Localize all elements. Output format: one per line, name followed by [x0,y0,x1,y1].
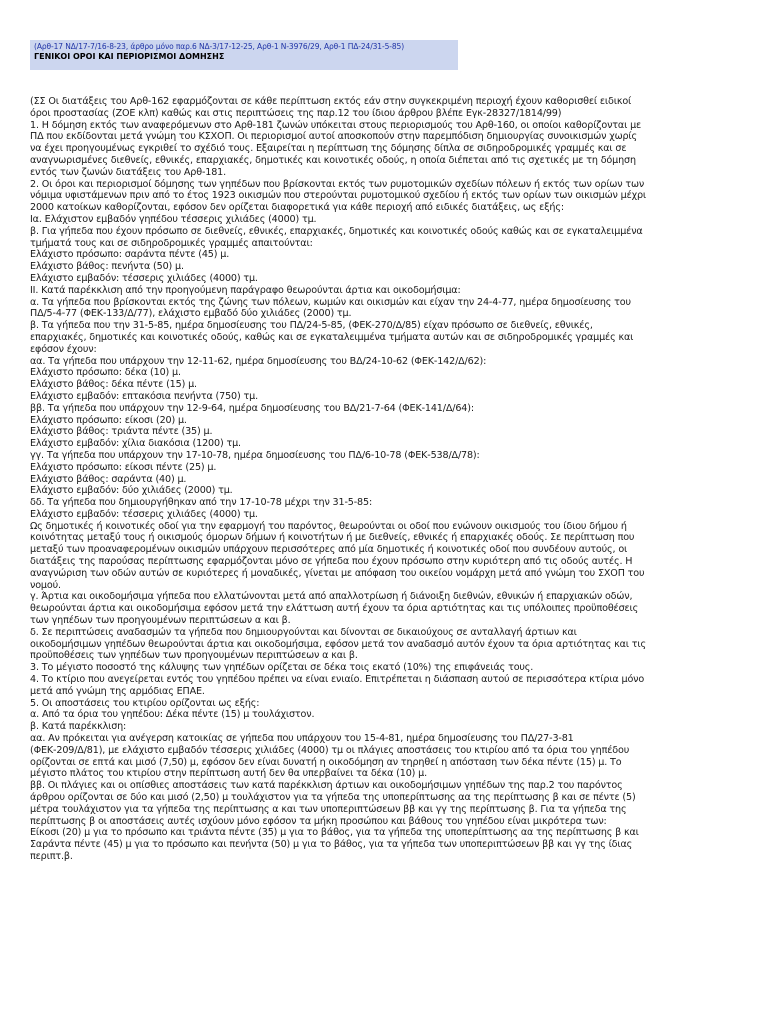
text-line: Ελάχιστο εμβαδόν: χίλια διακόσια (1200) τμ. [30,438,241,450]
text-line: Ια. Ελάχιστον εμβαδόν γηπέδου τέσσερις χιλιάδες (4000) τμ. [30,213,317,225]
text-line: νομού. [30,579,61,591]
text-line: Ελάχιστο εμβαδόν: τέσσερις χιλιάδες (4000) τμ. [30,508,258,520]
text-line: Ελάχιστο βάθος: σαράντα (40) μ. [30,473,187,485]
text-line: αα. Αν πρόκειται για ανέγερση κατοικίας σε γήπεδα που υπάρχουν του 15-4-81, ημέρα δημοσίευσης του ΠΔ/27-3-81 [30,733,574,745]
text-line: διατάξεις της παρούσας περίπτωσης εφαρμόζονται μόνο σε γήπεδα που έχουν πρόσωπο στην κυριότερη από τις οδούς αυτές. Η [30,556,633,568]
text-line: ΙΙ. Κατά παρέκκλιση από την προηγούμενη παράγραφο θεωρούνται άρτια και οικοδομήσιμα: [30,284,461,296]
text-line: μετά από γνώμη της αρμόδιας ΕΠΑΕ. [30,685,205,697]
text-line: Ελάχιστο εμβαδόν: επτακόσια πενήντα (750) τμ. [30,390,258,402]
text-line: (ΦΕΚ-209/Δ/81), με ελάχιστο εμβαδόν τέσσερις χιλιάδες (4000) τμ οι πλάγιες αποστάσεις του κτιρίου από τα όρια του γηπέδου [30,744,630,756]
text-line: ββ. Οι πλάγιες και οι οπίσθιες αποστάσεις των κατά παρέκκλιση άρτιων και οικοδομήσιμων γηπέδων της παρ.2 του παρόντος [30,780,623,792]
text-line: ορίζονται σε επτά και μισό (7,50) μ, εφόσον δεν είναι δυνατή η οικοδόμηση αν τηρηθεί η απόσταση των δέκα πέντε (15) μ. Το [30,756,622,768]
text-line: θεωρούνται άρτια και οικοδομήσιμα εφόσον μετά την ελάττωση αυτή έχουν τα όρια αρτιότητας και τις υπόλοιπες προϋποθέσεις [30,603,639,615]
text-line: γ. Άρτια και οικοδομήσιμα γήπεδα που ελλατώνονται μετά από απαλλοτρίωση ή διάνοιξη διεθνών, εθνικών ή επαρχιακών οδών, [30,591,633,603]
text-line: 5. Οι αποστάσεις του κτιρίου ορίζονται ως εξής: [30,697,260,709]
text-line: εφόσον έχουν: [30,343,97,355]
text-line: Σαράντα πέντε (45) μ για το πρόσωπο και πενήντα (50) μ για το βάθος, για τα γήπεδα των υποπεριπτώσεων ββ και γγ της ίδιας [30,839,633,851]
text-line: μεταξύ των προαναφερομένων οικισμών υπάρχουν περισσότερες από μία δημοτικές ή κοινοτικές οδοί που συνδέουν αυτούς, οι [30,544,628,556]
text-line: ββ. Τα γήπεδα που υπάρχουν την 12-9-64, ημέρα δημοσίευσης του ΒΔ/21-7-64 (ΦΕΚ-141/Δ/64): [30,402,474,414]
text-line: 2000 κατοίκων καθορίζονται, εφόσον δεν ορίζεται διαφορετικά για κάθε περιοχή από ειδικές διατάξεις, ως εξής: [30,202,564,214]
document-header [30,40,458,70]
text-line: όροι προστασίας (ΖΟΕ κλπ) καθώς και στις περιπτώσεις της παρ.12 του ίδιου άρθρου βλέπε Εγκ-28327/1814/99) [30,107,562,119]
text-line: Ελάχιστο πρόσωπο: δέκα (10) μ. [30,367,181,379]
text-line: α. Τα γήπεδα που βρίσκονται εκτός της ζώνης των πόλεων, κωμών και οικισμών και είχαν την 24-4-77, ημέρα δημοσίευσης του [30,296,631,308]
text-line: 3. Το μέγιστο ποσοστό της κάλυψης των γηπέδων ορίζεται σε δέκα τοις εκατό (10%) της επιφάνειάς τους. [30,662,534,674]
text-line: προϋποθέσεις των γηπέδων των προηγουμένων περιπτώσεων α και β. [30,650,358,662]
text-line: Ελάχιστο βάθος: πενήντα (50) μ. [30,261,184,273]
text-line: να έχει προηγουμένως εγκριθεί το σχέδιό τους. Εξαιρείται η περίπτωση της δόμησης δίπλα σε σιδηροδρομικές γραμμές και σε [30,143,627,155]
text-line: Ελάχιστο βάθος: τριάντα πέντε (35) μ. [30,426,213,438]
text-line: περιπτ.β. [30,851,73,862]
text-line: β. Για γήπεδα που έχουν πρόσωπο σε διεθνείς, εθνικές, επαρχιακές, δημοτικές και κοινοτικές οδούς καθώς και σε εγκαταλειμμένα [30,225,643,237]
text-line: νόμιμα υφιστάμενων πριν από το έτος 1923 οικισμών που στερούνται ρυμοτομικού σχεδίου ή εκτός των ορίων των οικισμών μέχρι [30,190,647,202]
text-line: 2. Οι όροι και περιορισμοί δόμησης των γηπέδων που βρίσκονται εκτός των ρυμοτομικών σχεδίων πόλεων ή εκτός των ορίων των [30,178,645,190]
text-line: δδ. Τα γήπεδα που δημιουργήθηκαν από την 17-10-78 μέχρι την 31-5-85: [30,497,373,509]
text-line: β. Τα γήπεδα που την 31-5-85, ημέρα δημοσίευσης του ΠΔ/24-5-85, (ΦΕΚ-270/Δ/85) είχαν πρόσωπο σε διεθνείς, εθνικές, [30,320,593,332]
text-line: Ελάχιστο πρόσωπο: είκοσι (20) μ. [30,414,187,426]
text-line: 4. Το κτίριο που ανεγείρεται εντός του γηπέδου πρέπει να είναι ενιαίο. Επιτρέπεται η διάσπαση αυτού σε περισσότερα κτίρια μόνο [30,674,645,686]
text-line: ΠΔ που εκδίδονται μετά γνώμη του ΚΣΧΟΠ. Οι περιορισμοί αυτοί αποσκοπούν στην παρεμπόδιση δημιουργίας συνοικισμών χωρίς [30,131,638,143]
text-line: Ελάχιστο βάθος: δέκα πέντε (15) μ. [30,379,197,391]
text-line: εντός των ζωνών διατάξεις του Αρθ-181. [30,166,227,178]
text-line: αναγνωρισμένες διεθνείς, εθνικές, επαρχιακές, δημοτικές και κοινοτικές οδούς, η οποία διέπεται από τις σχετικές με τη δόμηση [30,154,636,166]
text-line: 1. Η δόμηση εκτός των αναφερόμενων στο Αρθ-181 ζωνών υπόκειται στους περιορισμούς του Αρθ-160, οι οποίοι καθορίζονται με [30,119,642,131]
text-line: α. Από τα όρια του γηπέδου: Δέκα πέντε (15) μ τουλάχιστον. [30,709,315,721]
text-line: αναγνώριση των οδών αυτών σε κυριότερες ή μοναδικές, γίνεται με απόφαση του οικείου νομάρχη μετά από γνώμη του ΣΧΟΠ του [30,567,645,579]
text-line: Ελάχιστο πρόσωπο: είκοσι πέντε (25) μ. [30,461,217,473]
text-line: επαρχιακές, δημοτικές και κοινοτικές οδούς, καθώς και σε εγκαταλειμμένα τμήματα αυτών και σε σιδηροδρομικές γραμμές και [30,331,634,343]
text-line: γγ. Τα γήπεδα που υπάρχουν την 17-10-78, ημέρα δημοσίευσης του ΠΔ/6-10-78 (ΦΕΚ-538/Δ/78): [30,449,480,461]
document-body [30,96,745,863]
text-line: κοινότητας μεταξύ τους ή οικισμούς όμορων δήμων ή κοινοτήτων ή με διεθνείς, εθνικές ή επαρχιακές οδούς. Σε περίπτωση που [30,532,635,544]
text-line: δ. Σε περιπτώσεις αναδασμών τα γήπεδα που δημιουργούνται και δίνονται σε δικαιούχους σε ανταλλαγή άρτιων και [30,626,577,638]
text-line: περίπτωσης β οι αποστάσεις αυτές ισχύουν μόνο εφόσον τα μήκη προσώπου και βάθους του γηπέδου είναι μικρότερα των: [30,815,607,827]
text-line: μέγιστο πλάτος του κτιρίου στην περίπτωση αυτή δεν θα υπερβαίνει τα δέκα (10) μ. [30,768,428,780]
legal-references: (Αρθ-17 ΝΔ/17-7/16-8-23, άρθρο μόνο παρ.6 ΝΔ-3/17-12-25, Αρθ-1 Ν-3976/29, Αρθ-1 ΠΔ-24/31-5-85) [34,42,405,51]
text-line: τμήματά τους και σε σιδηροδρομικές γραμμές απαιτούνται: [30,237,313,249]
text-line: αα. Τα γήπεδα που υπάρχουν την 12-11-62, ημέρα δημοσίευσης του ΒΔ/24-10-62 (ΦΕΚ-142/Δ/62): [30,355,487,367]
text-line: Ως δημοτικές ή κοινοτικές οδοί για την εφαρμογή του παρόντος, θεωρούνται οι οδοί που ενώνουν οικισμούς του ίδιου δήμου ή [30,520,627,532]
text-line: (ΣΣ Οι διατάξεις του Αρθ-162 εφαρμόζονται σε κάθε περίπτωση εκτός εάν στην συγκεκριμένη περιοχή έχουν καθορισθεί ειδικοί [30,96,632,107]
text-line: μέτρα τουλάχιστον για τα γήπεδα της περίπτωσης α και των υποπεριπτώσεων ββ και γγ της περίπτωσης β. Για τα γήπεδα της [30,803,627,815]
text-line: Ελάχιστο εμβαδόν: τέσσερις χιλιάδες (4000) τμ. [30,272,258,284]
section-title: ΓΕΝΙΚΟΙ ΟΡΟΙ ΚΑΙ ΠΕΡΙΟΡΙΣΜΟΙ ΔΟΜΗΣΗΣ [34,52,225,61]
text-line: Ελάχιστο εμβαδόν: δύο χιλιάδες (2000) τμ. [30,485,233,497]
text-line: οικοδομήσιμων γηπέδων θεωρούνται άρτια και οικοδομήσιμα, εφόσον μετά τον αναδασμό αυτόν έχουν τα όρια αρτιότητας και τις [30,638,646,650]
text-line: των γηπέδων των προηγουμένων περιπτώσεων α και β. [30,615,291,627]
text-line: ΠΔ/5-4-77 (ΦΕΚ-133/Δ/77), ελάχιστο εμβαδό δύο χιλιάδες (2000) τμ. [30,308,352,320]
text-line: άρθρου ορίζονται σε δύο και μισό (2,50) μ τουλάχιστον για τα γήπεδα της υποπερίπτωσης αα της περίπτωσης β και σε πέντε (5) [30,792,636,804]
text-line: Ελάχιστο πρόσωπο: σαράντα πέντε (45) μ. [30,249,230,261]
text-line: Είκοσι (20) μ για το πρόσωπο και τριάντα πέντε (35) μ για το βάθος, για τα γήπεδα της υποπερίπτωσης αα της περίπτωσης β και [30,827,639,839]
text-line: β. Κατά παρέκκλιση: [30,721,127,733]
